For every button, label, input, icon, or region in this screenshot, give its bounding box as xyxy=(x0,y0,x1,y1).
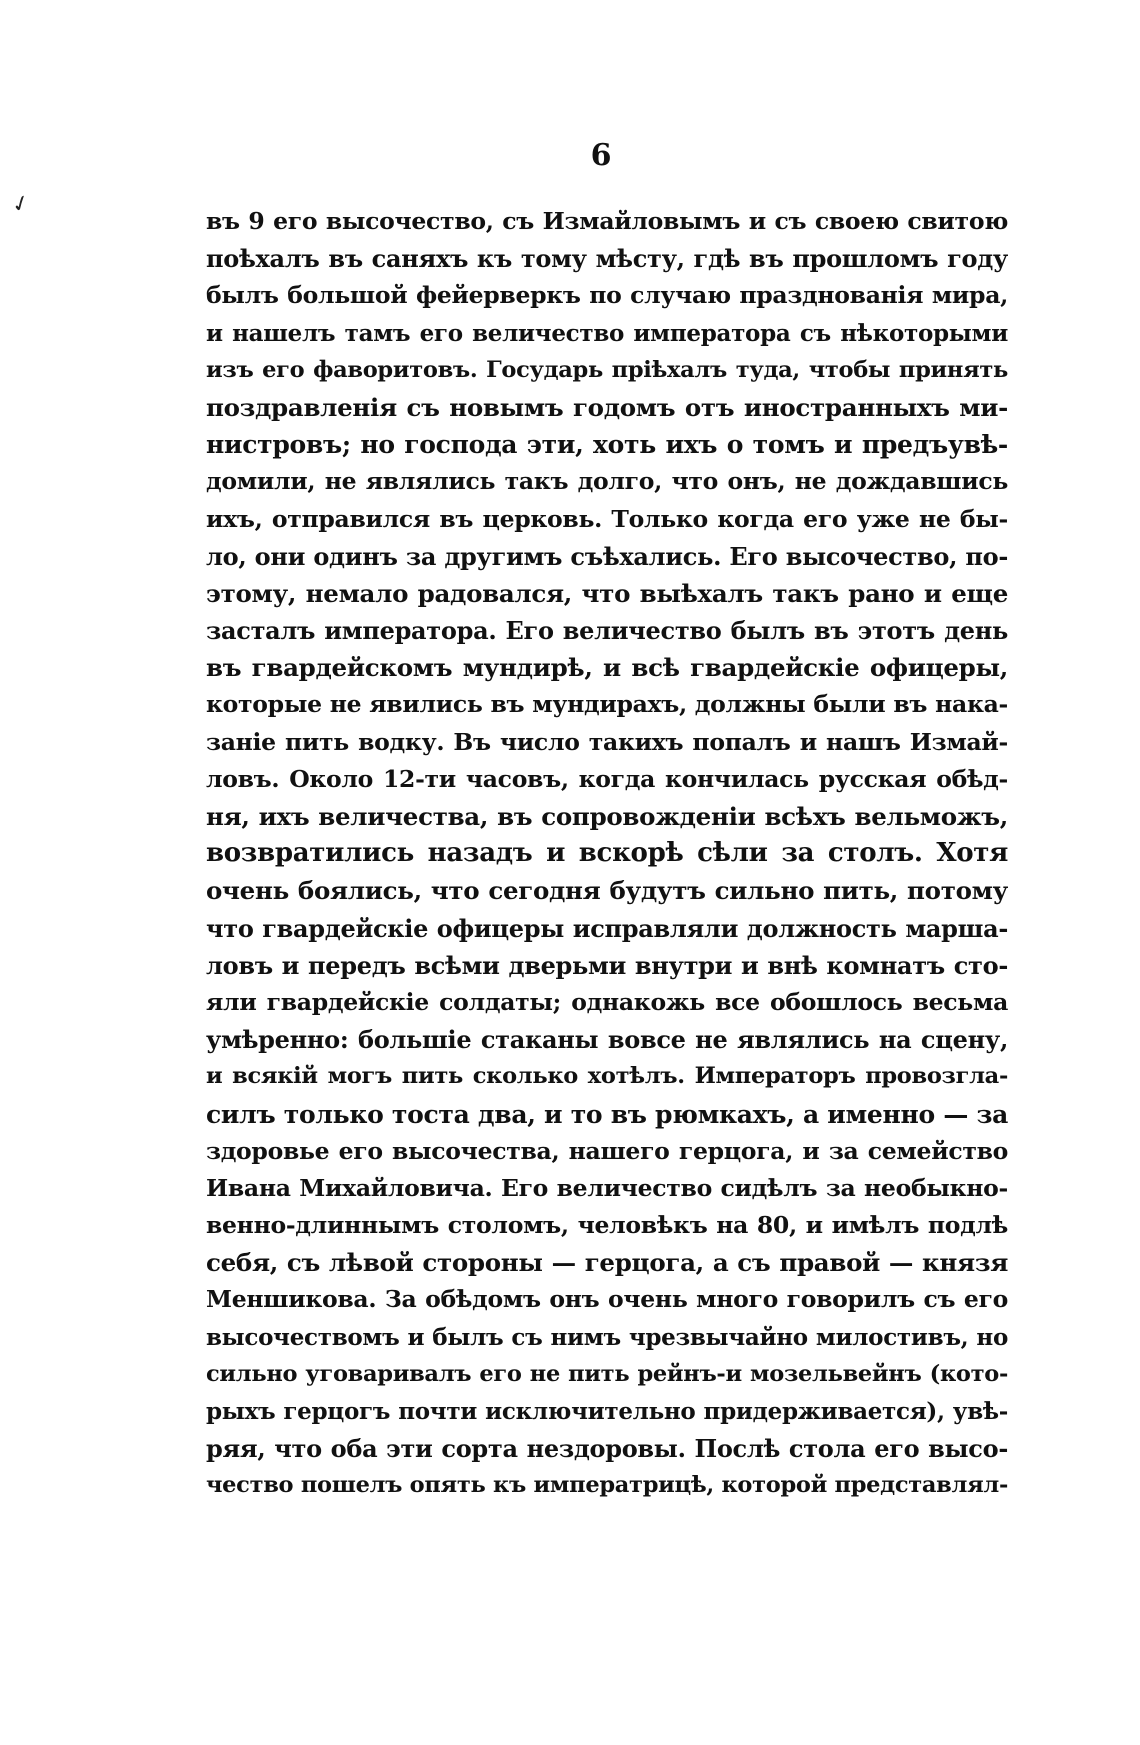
page-number: 6 xyxy=(590,138,612,173)
text-line: поѣхалъ въ саняхъ къ тому мѣсту, гдѣ въ прошломъ году xyxy=(206,244,1008,274)
text-line: домили, не являлись такъ долго, что онъ, не дождавшись xyxy=(206,467,1008,496)
margin-pencil-mark: ✓ xyxy=(8,189,34,220)
text-line: въ гвардейскомъ мундирѣ, и всѣ гвардейскіе офицеры, xyxy=(206,653,1008,683)
text-line: этому, немало радовался, что выѣхалъ такъ рано и еще xyxy=(206,578,1008,608)
text-line: которые не явились въ мундирахъ, должны были въ нака- xyxy=(206,690,1008,719)
text-line: поздравленія съ новымъ годомъ отъ иностранныхъ ми- xyxy=(206,392,1008,422)
text-line: ловъ. Около 12-ти часовъ, когда кончилась русская обѣд- xyxy=(206,764,1008,793)
text-line: что гвардейскіе офицеры исправляли должность марша- xyxy=(206,913,1008,943)
text-line: Меншикова. За обѣдомъ онъ очень много говорилъ съ его xyxy=(206,1285,1008,1314)
text-line: ихъ, отправился въ церковь. Только когда его уже не бы- xyxy=(206,504,1008,533)
text-line: и нашелъ тамъ его величество императора съ нѣкоторыми xyxy=(206,319,1008,347)
text-line: возвратились назадъ и вскорѣ сѣли за столъ. Хотя xyxy=(206,838,1008,869)
text-line: ня, ихъ величества, въ сопровожденіи всѣхъ вельможъ, xyxy=(206,802,1008,831)
text-line: чество пошелъ опять къ императрицѣ, которой представлял- xyxy=(206,1472,1008,1499)
text-line: ловъ и передъ всѣми дверьми внутри и внѣ комнатъ сто- xyxy=(206,950,1008,980)
text-line: высочествомъ и былъ съ нимъ чрезвычайно милостивъ, но xyxy=(206,1323,1008,1351)
text-line: рыхъ герцогъ почти исключительно придерживается), увѣ- xyxy=(206,1398,1008,1425)
text-line: себя, съ лѣвой стороны — герцога, а съ правой — князя xyxy=(206,1248,1008,1278)
text-line: заніе пить водку. Въ число такихъ попалъ и нашъ Измай- xyxy=(206,727,1008,756)
text-line: засталъ императора. Его величество былъ въ этотъ день xyxy=(206,616,1008,646)
text-line: умѣренно: большіе стаканы вовсе не являлись на сцену, xyxy=(206,1025,1008,1055)
text-line: здоровье его высочества, нашего герцога, и за семейство xyxy=(206,1136,1008,1165)
text-line: ло, они одинъ за другимъ съѣхались. Его высочество, по- xyxy=(206,541,1008,571)
text-line: былъ большой фейерверкъ по случаю празднованія мира, xyxy=(206,281,1008,310)
text-line: яли гвардейскіе солдаты; однакожь все обошлось весьма xyxy=(206,987,1008,1016)
text-line: въ 9 его высочество, съ Измайловымъ и съ своею свитою xyxy=(206,207,1008,235)
text-line: нистровъ; но господа эти, хоть ихъ о томъ и предъувѣ- xyxy=(206,430,1008,460)
text-line: сильно уговаривалъ его не пить рейнъ-и мозельвейнъ (кото- xyxy=(206,1360,1008,1387)
text-line: и всякій могъ пить сколько хотѣлъ. Императоръ провозгла- xyxy=(206,1063,1008,1090)
text-line: ряя, что оба эти сорта нездоровы. Послѣ стола его высо- xyxy=(206,1434,1008,1464)
body-text xyxy=(206,203,1008,1505)
text-line: венно-длиннымъ столомъ, человѣкъ на 80, и имѣлъ подлѣ xyxy=(206,1211,1008,1240)
text-line: силъ только тоста два, и то въ рюмкахъ, а именно — за xyxy=(206,1099,1008,1129)
text-line: изъ его фаворитовъ. Государь пріѣхалъ туда, чтобы принять xyxy=(206,356,1008,383)
text-line: очень боялись, что сегодня будутъ сильно пить, потому xyxy=(206,876,1008,906)
text-line: Ивана Михайловича. Его величество сидѣлъ за необыкно- xyxy=(206,1173,1008,1202)
